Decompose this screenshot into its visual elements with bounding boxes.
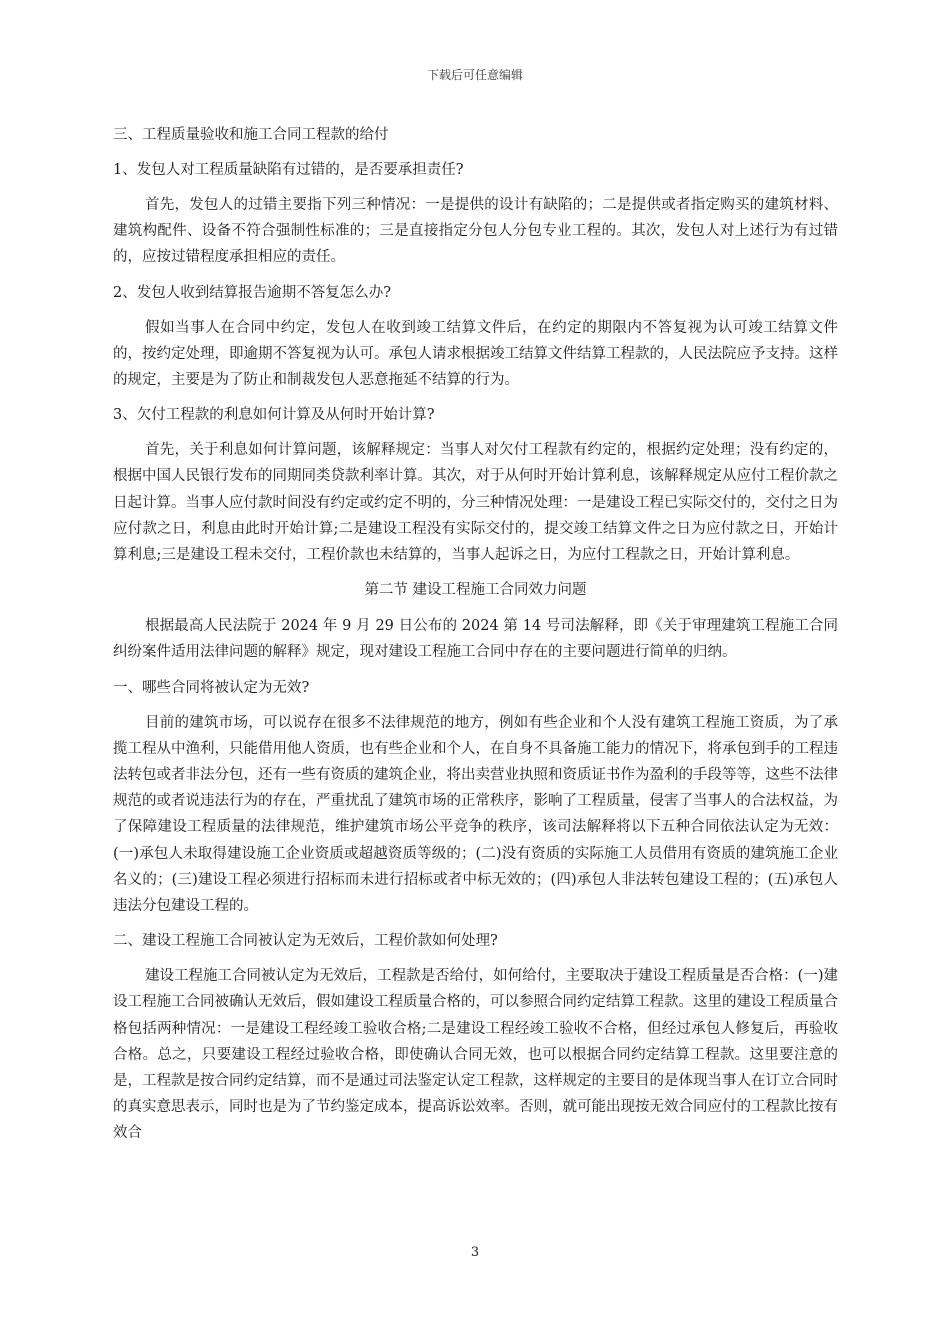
question-heading-2: 2、发包人收到结算报告逾期不答复怎么办? — [113, 284, 391, 301]
question-heading-4: 一、哪些合同将被认定为无效? — [113, 679, 310, 696]
page-header: 下载后可任意编辑 — [426, 68, 523, 82]
question-heading-5: 二、建设工程施工合同被认定为无效后，工程价款如何处理? — [113, 933, 498, 950]
section-title: 第二节 建设工程施工合同效力问题 — [364, 582, 587, 599]
paragraph-5: 目前的建筑市场，可以说存在很多不法律规范的地方，例如有些企业和个人没有建筑工程施工资质，为了承揽工程从中渔利，只能借用他人资质，也有些企业和个人，在自身不具备施工能力的情况下，将承包到手的工程违法转包或者非法分包，还有一些有资质的建筑企业，将出卖营业执照和资质证书作为盈利的手段等等，这些不法律规范的或者说违法行为的存在，严重扰乱了建筑市场的正常秩序，影响了工程质量，侵害了当事人的合法权益，为了保障建设工程质量的法律规范，维护建筑市场公平竞争的秩序，该司法解释将以下五种合同依法认定为无效：(一)承包人未取得建设施工企业资质或超越资质等级的；(二)没有资质的实际施工人员借用有资质的建筑施工企业名义的；(三)建设工程必须进行招标而未进行招标或者中标无效的；(四)承包人非法转包建设工程的；(五)承包人违法分包建设工程的。 — [113, 714, 838, 915]
paragraph-4: 根据最高人民法院于 2024 年 9 月 29 日公布的 2024 第 14 号司法解释，即《关于审理建筑工程施工合同纠纷案件适用法律问题的解释》规定，现对建设工程施工合同中存在的主要问题进行简单的归纳。 — [113, 618, 838, 661]
page-number: 3 — [470, 1245, 480, 1260]
paragraph-1: 首先，发包人的过错主要指下列三种情况：一是提供的设计有缺陷的；二是提供或者指定购买的建筑材料、建筑构配件、设备不符合强制性标准的；三是直接指定分包人分包专业工程的。其次，发包人对上述行为有过错的，应按过错程度承担相应的责任。 — [113, 197, 838, 266]
question-heading-1: 1、发包人对工程质量缺陷有过错的，是否要承担责任? — [113, 162, 464, 178]
paragraph-6: 建设工程施工合同被认定为无效后，工程款是否给付，如何给付，主要取决于建设工程质量是否合格：(一)建设工程施工合同被确认无效后，假如建设工程质量合格的，可以参照合同约定结算工程款。这里的建设工程质量合格包括两种情况：一是建设工程经竣工验收合格;二是建设工程经竣工验收不合格，但经过承包人修复后，再验收合格。总之，只要建设工程经过验收合格，即使确认合同无效，也可以根据合同约定结算工程款。这里要注意的是，工程款是按合同约定结算，而不是通过司法鉴定认定工程款，这样规定的主要目的是体现当事人在订立合同时的真实意思表示，同时也是为了节约鉴定成本，提高诉讼效率。否则，就可能出现按无效合同应付的工程款比按有效合 — [113, 968, 838, 1142]
paragraph-3: 首先，关于利息如何计算问题，该解释规定：当事人对欠付工程款有约定的，根据约定处理；没有约定的，根据中国人民银行发布的同期同类贷款利率计算。其次，对于从何时开始计算利息，该解释规定从应付工程价款之日起计算。当事人应付款时间没有约定或约定不明的，分三种情况处理：一是建设工程已实际交付的，交付之日为应付款之日，利息由此时开始计算;二是建设工程没有实际交付的，提交竣工结算文件之日为应付款之日，开始计算利息;三是建设工程未交付，工程价款也未结算的，当事人起诉之日，为应付工程款之日，开始计算利息。 — [113, 442, 838, 564]
document-body — [113, 122, 838, 1156]
question-heading-3: 3、欠付工程款的利息如何计算及从何时开始计算? — [113, 407, 435, 424]
paragraph-2: 假如当事人在合同中约定，发包人在收到竣工结算文件后，在约定的期限内不答复视为认可竣工结算文件的，按约定处理，即逾期不答复视为认可。承包人请求根据竣工结算文件结算工程款的，人民法院应予支持。这样的规定，主要是为了防止和制裁发包人恶意拖延不结算的行为。 — [113, 319, 838, 389]
chapter-heading: 三、工程质量验收和施工合同工程款的给付 — [113, 127, 389, 143]
